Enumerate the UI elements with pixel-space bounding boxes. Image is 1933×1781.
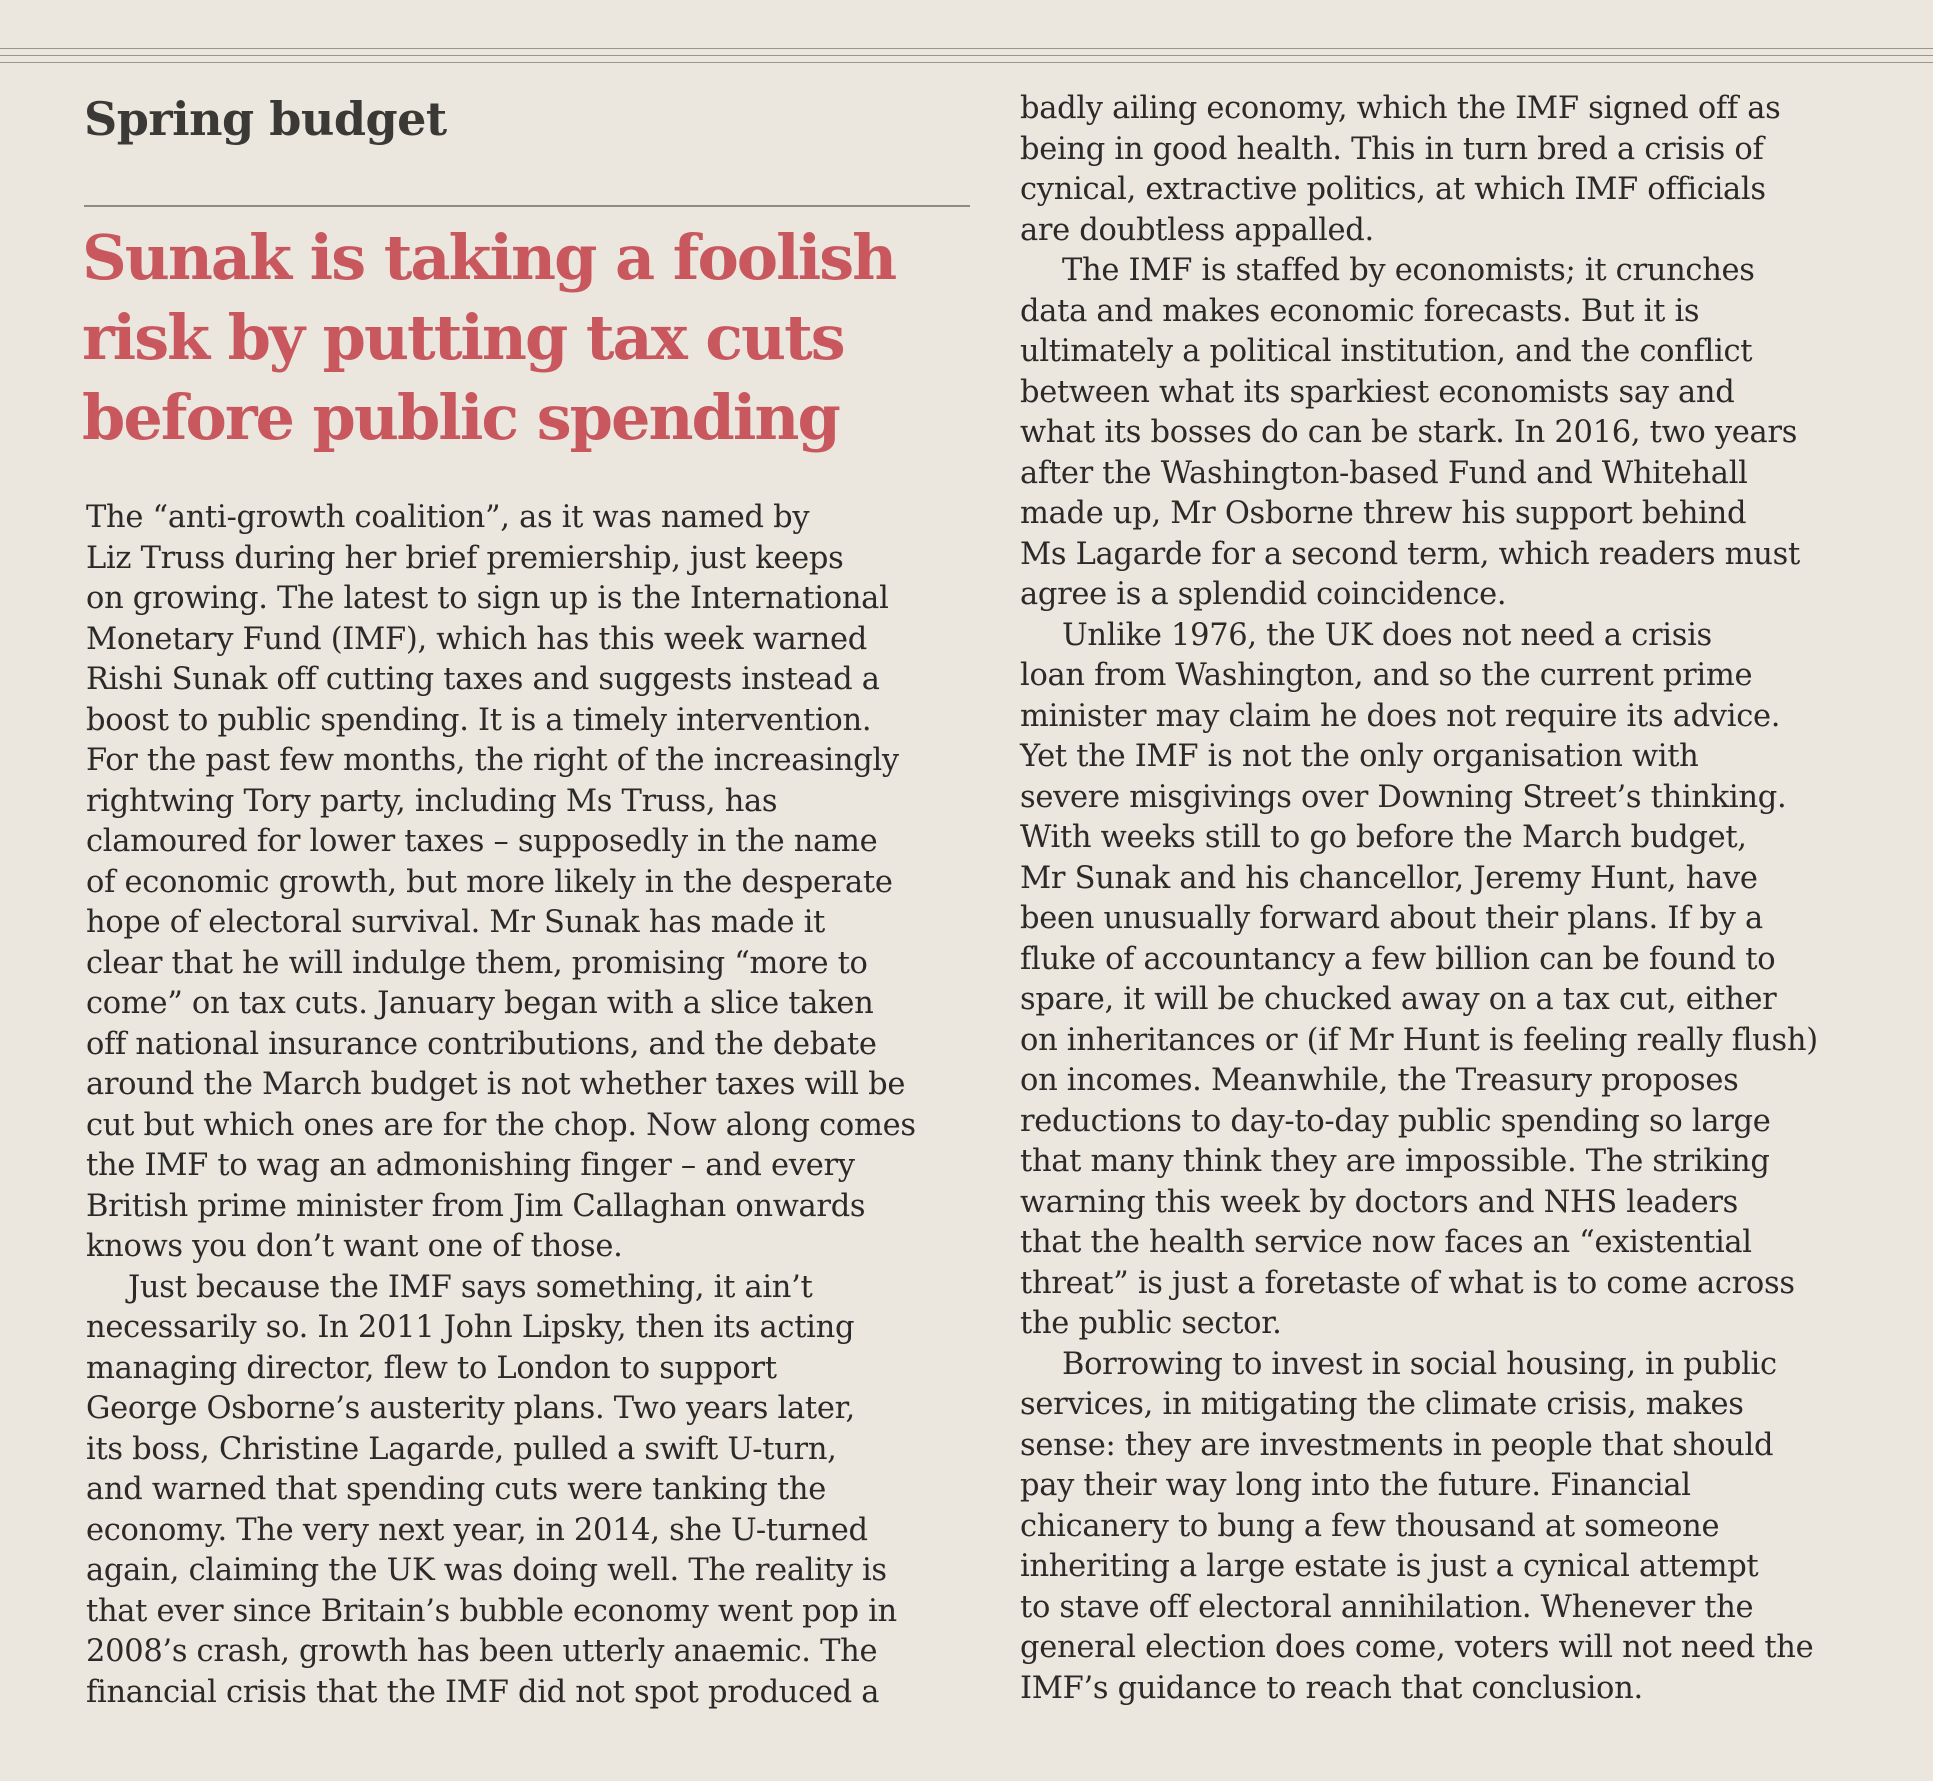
text-line: clamoured for lower taxes – supposedly in the name xyxy=(86,824,878,859)
text-line: The “anti-growth coalition”, as it was named by xyxy=(86,500,810,535)
text-line: reductions to day-to-day public spending so large xyxy=(1020,1103,1771,1139)
text-line: chicanery to bung a few thousand at someone xyxy=(1020,1508,1720,1544)
text-line: 2008’s crash, growth has been utterly anaemic. The xyxy=(86,1634,878,1669)
text-line: that ever since Britain’s bubble economy went pop in xyxy=(86,1593,897,1629)
text-line: data and makes economic forecasts. But it is xyxy=(1020,293,1700,329)
text-line: boost to public spending. It is a timely intervention. xyxy=(86,702,872,738)
text-line: managing director, flew to London to support xyxy=(86,1350,777,1386)
text-line: the IMF to wag an admonishing finger – and every xyxy=(86,1148,855,1183)
text-line: George Osborne’s austerity plans. Two years later, xyxy=(86,1391,855,1426)
text-line: badly ailing economy, which the IMF signed off as xyxy=(1020,91,1781,126)
text-line: minister may claim he does not require its advice. xyxy=(1020,698,1781,734)
text-line: the public sector. xyxy=(1020,1306,1282,1341)
text-line: Liz Truss during her brief premiership, just keeps xyxy=(86,540,844,576)
headline-line: before public spending xyxy=(82,381,839,454)
text-line: cut but which ones are for the chop. Now along comes xyxy=(86,1107,916,1143)
headline-line: Sunak is taking a foolish xyxy=(82,221,896,294)
text-line: been unusually forward about their plans. If by a xyxy=(1020,901,1763,936)
text-line: that many think they are impossible. The striking xyxy=(1020,1144,1770,1179)
text-line: threat” is just a foretaste of what is to come across xyxy=(1020,1265,1795,1301)
paragraph-start-line: The IMF is staffed by economists; it crunches xyxy=(1062,253,1755,288)
text-line: on growing. The latest to sign up is the International xyxy=(86,581,889,616)
text-line: necessarily so. In 2011 John Lipsky, then its acting xyxy=(86,1310,855,1345)
text-line: off national insurance contributions, and the debate xyxy=(86,1026,877,1062)
section-divider xyxy=(84,205,970,207)
text-line: services, in mitigating the climate crisis, makes xyxy=(1020,1387,1744,1422)
text-line: Monetary Fund (IMF), which has this week warned xyxy=(86,621,868,657)
text-line: For the past few months, the right of the increasingly xyxy=(86,743,899,778)
text-line: cynical, extractive politics, at which IMF officials xyxy=(1020,172,1766,207)
paragraph-start-line: Just because the IMF says something, it ain’t xyxy=(128,1269,813,1305)
text-line: are doubtless appalled. xyxy=(1020,212,1374,248)
text-line: to stave off electoral annihilation. Whenever the xyxy=(1020,1589,1754,1625)
text-line: that the health service now faces an “existential xyxy=(1020,1225,1752,1260)
right-column xyxy=(1020,89,1900,1709)
text-line: of economic growth, but more likely in the desperate xyxy=(86,864,893,900)
text-line: Ms Lagarde for a second term, which readers must xyxy=(1020,536,1800,572)
section-label: Spring budget xyxy=(84,92,447,146)
text-line: come” on tax cuts. January began with a slice taken xyxy=(86,986,874,1021)
text-line: between what its sparkiest economists say and xyxy=(1020,374,1735,410)
text-line: hope of electoral survival. Mr Sunak has made it xyxy=(86,905,826,940)
text-line: its boss, Christine Lagarde, pulled a swift U-turn, xyxy=(86,1431,837,1467)
text-line: after the Washington-based Fund and Whitehall xyxy=(1020,455,1748,491)
text-line: IMF’s guidance to reach that conclusion. xyxy=(1020,1670,1643,1706)
text-line: knows you don’t want one of those. xyxy=(86,1229,623,1264)
left-column xyxy=(86,498,986,1713)
text-line: being in good health. This in turn bred a crisis of xyxy=(1020,131,1764,167)
text-line: ultimately a political institution, and the conflict xyxy=(1020,334,1753,369)
text-line: spare, it will be chucked away on a tax cut, either xyxy=(1020,982,1777,1017)
text-line: rightwing Tory party, including Ms Truss, has xyxy=(86,783,778,819)
paragraph-start-line: Borrowing to invest in social housing, in public xyxy=(1062,1346,1777,1382)
text-line: clear that he will indulge them, promising “more to xyxy=(86,945,868,981)
text-line: warning this week by doctors and NHS leaders xyxy=(1020,1184,1738,1220)
text-line: economy. The very next year, in 2014, she U-turned xyxy=(86,1512,868,1548)
text-line: Mr Sunak and his chancellor, Jeremy Hunt, have xyxy=(1020,860,1758,896)
text-line: Yet the IMF is not the only organisation with xyxy=(1020,739,1699,774)
headline-line: risk by putting tax cuts xyxy=(82,301,844,374)
text-line: and warned that spending cuts were tanking the xyxy=(86,1472,827,1507)
paragraph-start-line: Unlike 1976, the UK does not need a crisis xyxy=(1062,617,1712,653)
text-line: sense: they are investments in people that should xyxy=(1020,1427,1774,1463)
text-line: British prime minister from Jim Callaghan onwards xyxy=(86,1188,866,1224)
text-line: fluke of accountancy a few billion can be found to xyxy=(1020,941,1776,977)
text-line: on inheritances or (if Mr Hunt is feeling really flush) xyxy=(1020,1022,1818,1058)
text-line: Rishi Sunak off cutting taxes and suggests instead a xyxy=(86,662,880,697)
text-line: again, claiming the UK was doing well. The reality is xyxy=(86,1553,887,1588)
text-line: inheriting a large estate is just a cynical attempt xyxy=(1020,1549,1759,1584)
text-line: pay their way long into the future. Financial xyxy=(1020,1468,1691,1503)
text-line: With weeks still to go before the March budget, xyxy=(1020,820,1747,855)
text-line: what its bosses do can be stark. In 2016, two years xyxy=(1020,415,1798,450)
text-line: financial crisis that the IMF did not spot produced a xyxy=(86,1674,880,1710)
text-line: loan from Washington, and so the current prime xyxy=(1020,658,1753,693)
text-line: on incomes. Meanwhile, the Treasury proposes xyxy=(1020,1063,1739,1098)
text-line: agree is a splendid coincidence. xyxy=(1020,577,1507,612)
text-line: severe misgivings over Downing Street’s thinking. xyxy=(1020,779,1787,815)
masthead-rules xyxy=(0,48,1933,69)
text-line: general election does come, voters will not need the xyxy=(1020,1630,1814,1665)
text-line: made up, Mr Osborne threw his support behind xyxy=(1020,496,1747,531)
text-line: around the March budget is not whether taxes will be xyxy=(86,1067,906,1102)
headline xyxy=(82,218,982,458)
